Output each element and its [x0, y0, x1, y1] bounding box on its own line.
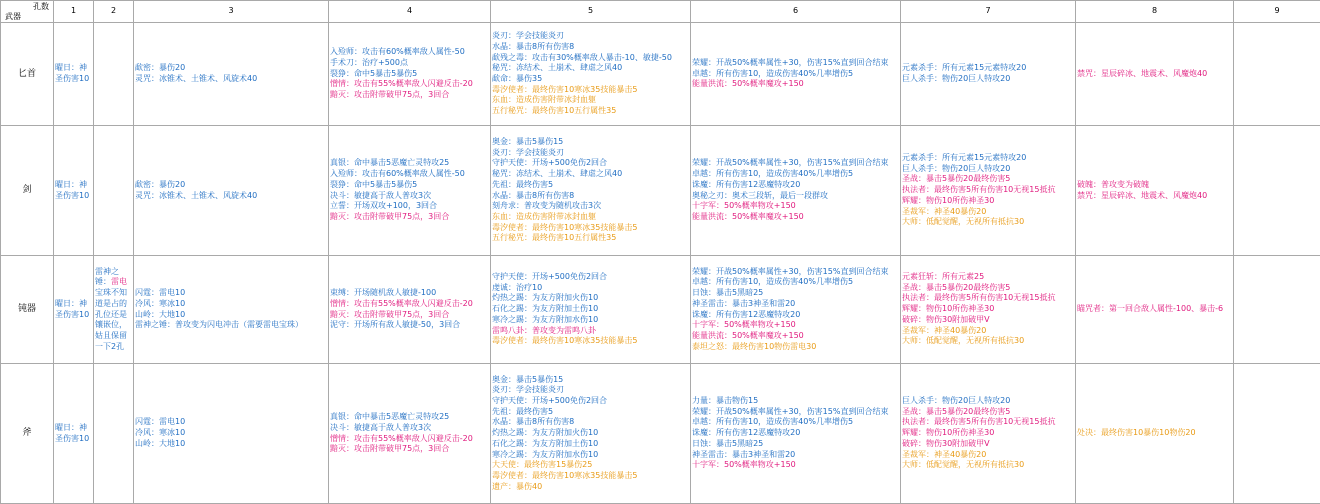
rune-cell [54, 364, 94, 504]
rune-entry: 手术刀：治疗+500点 [330, 57, 408, 67]
rune-entry: 灵咒：冰锥术、土锥术、风旋术40 [135, 74, 258, 83]
rune-entry: 曜日：神圣伤害10 [55, 179, 90, 200]
rune-entry: 禁咒：星辰碎冰、地震术、风魔炮40 [1077, 68, 1208, 78]
rune-entry: 刻舟求：普攻变为随机攻击3次 [492, 201, 602, 211]
corner-label-slots: 孔数 [33, 2, 49, 11]
rune-entry: 卓越：所有伤害10，造成伤害40%几率增伤5 [692, 417, 854, 427]
rune-entry: 灵咒：冰锥术、土锥术、风旋术40 [135, 190, 258, 200]
rune-entry: 守护天使：开场+500免伤2回合 [492, 272, 608, 282]
rune-entry: 泰坦之怒：最终伤害10物伤雷电30 [692, 341, 817, 351]
rune-entry: 大师：低配觉醒，无视所有抵抗30 [902, 460, 1025, 470]
rune-cell [1234, 126, 1320, 256]
rune-cell [134, 364, 329, 504]
rune-cell [1076, 23, 1234, 126]
rune-entry: 寒冷之踢：为友方附加水伤10 [492, 314, 599, 324]
rune-entry: 奥金：暴击5暴伤15 [492, 374, 564, 384]
rune-entry: 遗产：暴伤40 [492, 481, 543, 491]
rune-entry: 束缚：开场随机敌人敏捷-100 [330, 288, 437, 298]
rune-entry: 执法者：最终伤害5所有伤害10无视15抵抗 [902, 293, 1056, 303]
rune-entry: 东血：造成伤害附带冰封血躯 [492, 211, 596, 221]
rune-entry: 裂狰：命中5暴击5暴伤5 [330, 68, 418, 78]
rune-entry: 冷风：寒冰10 [135, 298, 186, 308]
rune-entry: 水晶：暴击8所有伤害8 [492, 417, 575, 427]
rune-entry: 禁咒：星辰碎冰、地震术、风魔炮40 [1077, 190, 1208, 200]
rune-cell [491, 23, 691, 126]
rune-cell [54, 23, 94, 126]
rune-entry: 破碎：物伤30附加破甲V [902, 438, 990, 448]
corner-label-weapons: 武器 [5, 12, 21, 21]
rune-cell [691, 126, 901, 256]
rune-entry: 歃密：暴伤20 [135, 63, 186, 73]
rune-entry: 诛魔：所有伤害12恶魔特攻20 [692, 309, 801, 319]
rune-entry: 先祖：最终伤害5 [492, 179, 554, 189]
rune-entry: 憎情：攻击有55%概率敌人闪避反击-20 [330, 298, 473, 308]
rune-entry: 曜日：神圣伤害10 [55, 422, 90, 443]
rune-entry: 能量洪流：50%概率魔攻+150 [692, 79, 804, 89]
col-header-4: 4 [329, 1, 491, 23]
weapon-row-blunt [1, 256, 1320, 364]
rune-entry: 泥守：开场所有敌人敏捷-50，3回合 [330, 320, 461, 330]
rune-entry: 日蚀：暴击5黑暗25 [692, 438, 764, 448]
rune-entry: 圣裁军：神圣40暴伤20 [902, 449, 987, 459]
col-header-8: 8 [1076, 1, 1234, 23]
rune-cell [94, 126, 134, 256]
rune-entry: 灼热之踢：为友方附加火伤10 [492, 293, 599, 303]
rune-cell [491, 126, 691, 256]
rune-entry: 巨人杀手：物伤20巨人特攻20 [902, 396, 1011, 406]
rune-entry: 冷风：寒冰10 [135, 428, 186, 438]
rune-entry: 执法者：最终伤害5所有伤害10无视15抵抗 [902, 417, 1056, 427]
weapon-row-sword [1, 126, 1320, 256]
rune-entry: 炎刃：学会技能炎刃 [492, 385, 564, 395]
rune-entry: 山岭：大地10 [135, 309, 186, 319]
rune-entry: 毒汐使者：最终伤害10寒冰35技能暴击5 [492, 336, 638, 346]
rune-cell [329, 364, 491, 504]
rune-entry: 歃命：暴伤35 [492, 74, 543, 83]
rune-entry: 力量：暴击物伤15 [692, 396, 759, 406]
rune-entry: 寒冷之踢：为友方附加水伤10 [492, 449, 599, 459]
rune-entry: 憎情：攻击有55%概率敌人闪避反击-20 [330, 79, 473, 89]
rune-entry: 裂狰：命中5暴击5暴伤5 [330, 179, 418, 189]
rune-entry: 立誓：开场双攻+100，3回合 [330, 201, 438, 211]
rune-entry: 荣耀：开战50%概率属性+30，伤害15%直到回合结束 [692, 406, 889, 416]
rune-entry: 圣战：暴击5暴伤20最终伤害5 [902, 282, 1011, 292]
rune-entry: 守护天使：开场+500免伤2回合 [492, 158, 608, 168]
rune-entry: 五行秘咒：最终伤害10五行属性35 [492, 106, 617, 116]
col-header-9: 9 [1234, 1, 1320, 23]
rune-entry: 圣裁军：神圣40暴伤20 [902, 206, 987, 216]
rune-entry: 黯灭：攻击附带破甲75点，3回合 [330, 90, 450, 100]
rune-entry: 五行秘咒：最终伤害10五行属性35 [492, 233, 617, 243]
rune-entry: 雷神之锤：普攻变为闪电冲击（需要雷电宝珠） [135, 320, 303, 330]
rune-entry: 闪霆：雷电10 [135, 417, 186, 427]
rune-entry: 黯灭：攻击附带破甲75点，3回合 [330, 444, 450, 454]
rune-cell [1234, 23, 1320, 126]
rune-entry: 十字军：50%概率物攻+150 [692, 320, 796, 330]
rune-entry: 东血：造成伤害附带冰封血躯 [492, 95, 596, 105]
weapon-label: 剑 [1, 126, 54, 256]
rune-cell [329, 23, 491, 126]
rune-entry: 能量洪流：50%概率魔攻+150 [692, 330, 804, 340]
rune-entry: 炎刃：学会技能炎刃 [492, 31, 564, 41]
rune-cell [94, 364, 134, 504]
rune-cell [1076, 126, 1234, 256]
rune-entry: 奥秘之刃：奥术三段斩，最后一段群攻 [692, 190, 828, 200]
rune-entry: 神圣雷击：暴击3神圣和雷20 [692, 449, 796, 459]
rune-cell [901, 126, 1076, 256]
rune-entry: 卓越：所有伤害10，造成伤害40%几率增伤5 [692, 68, 854, 78]
rune-entry: 能量洪流：50%概率魔攻+150 [692, 211, 804, 221]
rune-entry: 雷鸣八卦：普攻变为雷鸣八卦 [492, 325, 596, 335]
rune-entry: 守护天使：开场+500免伤2回合 [492, 396, 608, 406]
rune-entry: 十字军：50%概率物攻+150 [692, 460, 796, 470]
rune-entry: 荣耀：开战50%概率属性+30，伤害15%直到回合结束 [692, 266, 889, 276]
rune-entry: 真银：命中暴击5恶魔亡灵特攻25 [330, 158, 450, 168]
header-row [1, 1, 1320, 23]
rune-entry: 石化之踢：为友方附加土伤10 [492, 438, 599, 448]
col-header-3: 3 [134, 1, 329, 23]
rune-entry: 卓越：所有伤害10，造成伤害40%几率增伤5 [692, 277, 854, 287]
rune-entry: 决斗：敏捷高于敌人普攻3次 [330, 190, 432, 200]
rune-entry: 山岭：大地10 [135, 438, 186, 448]
rune-cell [1234, 364, 1320, 504]
rune-entry: 入殓师：攻击有60%概率敌人属性-50 [330, 47, 465, 57]
rune-entry: 奥金：暴击5暴伤15 [492, 136, 564, 146]
rune-entry: 秘咒：冻结术、土崩术、肆虐之风40 [492, 169, 623, 179]
rune-cell [901, 364, 1076, 504]
rune-entry: 雷神之锤： [95, 266, 119, 287]
rune-entry: 辉耀：物伤10所伤神圣30 [902, 304, 995, 314]
rune-entry: 水晶：暴击8所有伤害8 [492, 41, 575, 51]
rune-entry: 诛魔：所有伤害12恶魔特攻20 [692, 428, 801, 438]
rune-cell [1076, 364, 1234, 504]
weapon-label: 钝器 [1, 256, 54, 364]
rune-entry: 圣战：暴击5暴伤20最终伤害5 [902, 174, 1011, 184]
rune-entry: 石化之踢：为友方附加土伤10 [492, 304, 599, 314]
rune-entry: 日蚀：暴击5黑暗25 [692, 288, 764, 298]
rune-entry: 水晶：暴击8所有伤害8 [492, 190, 575, 200]
rune-entry: 辉耀：物伤10所伤神圣30 [902, 428, 995, 438]
rune-entry: 荣耀：开战50%概率属性+30，伤害15%直到回合结束 [692, 57, 889, 67]
rune-cell [491, 364, 691, 504]
weapon-row-dagger [1, 23, 1320, 126]
rune-cell [134, 256, 329, 364]
rune-entry: 辉耀：物伤10所伤神圣30 [902, 195, 995, 205]
rune-entry: 破魄：普攻变为破魄 [1077, 179, 1149, 189]
rune-entry: 虔诚：治疗10 [492, 282, 543, 292]
col-header-6: 6 [691, 1, 901, 23]
rune-entry: 破碎：物伤30附加破甲V [902, 314, 990, 324]
weapon-row-axe [1, 364, 1320, 504]
rune-entry: 曜日：神圣伤害10 [55, 63, 90, 83]
rune-entry: 圣战：暴击5暴伤20最终伤害5 [902, 406, 1011, 416]
rune-entry: 灼热之踢：为友方附加火伤10 [492, 428, 599, 438]
rune-entry: 决斗：敏捷高于敌人普攻3次 [330, 422, 432, 432]
rune-entry: 神圣雷击：暴击3神圣和雷20 [692, 298, 796, 308]
rune-cell [94, 23, 134, 126]
rune-entry: 处决：最终伤害10暴伤10物伤20 [1077, 428, 1196, 438]
col-header-7: 7 [901, 1, 1076, 23]
rune-cell [691, 256, 901, 364]
rune-entry: 黯灭：攻击附带破甲75点，3回合 [330, 309, 450, 319]
rune-entry: 曜日：神圣伤害10 [55, 298, 90, 319]
rune-entry: 圣裁军：神圣40暴伤20 [902, 325, 987, 335]
rune-entry: 宝珠不知道是占的孔位还是镶嵌位，姑且保留一下2孔 [95, 288, 127, 351]
rune-cell [134, 126, 329, 256]
col-header-1: 1 [54, 1, 94, 23]
col-header-2: 2 [94, 1, 134, 23]
weapon-label: 斧 [1, 364, 54, 504]
rune-entry: 毒汐使者：最终伤害10寒冰35技能暴击5 [492, 222, 638, 232]
rune-cell [54, 256, 94, 364]
rune-entry: 元素杀手：所有元素15元素特攻20 [902, 63, 1027, 73]
rune-entry: 毒汐使者：最终伤害10寒冰35技能暴击5 [492, 84, 638, 94]
rune-entry: 真银：命中暴击5恶魔亡灵特攻25 [330, 412, 450, 422]
weapon-label: 匕首 [1, 23, 54, 126]
rune-entry: 炎刃：学会技能炎刃 [492, 147, 564, 157]
rune-entry: 巨人杀手：物伤20巨人特攻20 [902, 74, 1011, 83]
rune-entry: 元素杀手：所有元素15元素特攻20 [902, 153, 1027, 163]
rune-entry: 歃密：暴伤20 [135, 179, 186, 189]
rune-entry: 秘咒：冻结术、土崩术、肆虐之风40 [492, 63, 623, 73]
rune-entry: 诛魔：所有伤害12恶魔特攻20 [692, 179, 801, 189]
rune-entry: 元素狂斩：所有元素25 [902, 272, 985, 282]
rune-entry: 荣耀：开战50%概率属性+30，伤害15%直到回合结束 [692, 158, 889, 168]
rune-entry: 毒汐使者：最终伤害10寒冰35技能暴击5 [492, 470, 638, 480]
rune-cell [94, 256, 134, 364]
rune-entry: 卓越：所有伤害10，造成伤害40%几率增伤5 [692, 169, 854, 179]
rune-entry: 雷电 [111, 277, 127, 287]
rune-cell [134, 23, 329, 126]
corner-header [1, 1, 54, 23]
rune-cell [491, 256, 691, 364]
rune-entry: 大师：低配觉醒，无视所有抵抗30 [902, 217, 1025, 227]
rune-cell [54, 126, 94, 256]
rune-cell [1234, 256, 1320, 364]
rune-entry: 巨人杀手：物伤20巨人特攻20 [902, 163, 1011, 173]
rune-cell [691, 364, 901, 504]
rune-entry: 瞄咒者：第一回合敌人属性-100、暴击-6 [1077, 304, 1224, 314]
rune-entry: 执法者：最终伤害5所有伤害10无视15抵抗 [902, 185, 1056, 195]
rune-entry: 黯灭：攻击附带破甲75点，3回合 [330, 211, 450, 221]
rune-entry: 闪霆：雷电10 [135, 288, 186, 298]
rune-cell [901, 256, 1076, 364]
rune-entry: 入殓师：攻击有60%概率敌人属性-50 [330, 169, 465, 179]
rune-cell [901, 23, 1076, 126]
rune-cell [329, 256, 491, 364]
rune-entry: 憎情：攻击有55%概率敌人闪避反击-20 [330, 433, 473, 443]
rune-cell [1076, 256, 1234, 364]
rune-cell [691, 23, 901, 126]
rune-entry: 十字军：50%概率物攻+150 [692, 201, 796, 211]
rune-entry: 大师：低配觉醒，无视所有抵抗30 [902, 336, 1025, 346]
rune-entry: 先祖：最终伤害5 [492, 406, 554, 416]
rune-entry: 歃残之毒：攻击有30%概率敌人暴击-10、敏捷-50 [492, 52, 672, 62]
col-header-5: 5 [491, 1, 691, 23]
rune-cell [329, 126, 491, 256]
rune-entry: 大天使：最终伤害15暴伤25 [492, 460, 593, 470]
